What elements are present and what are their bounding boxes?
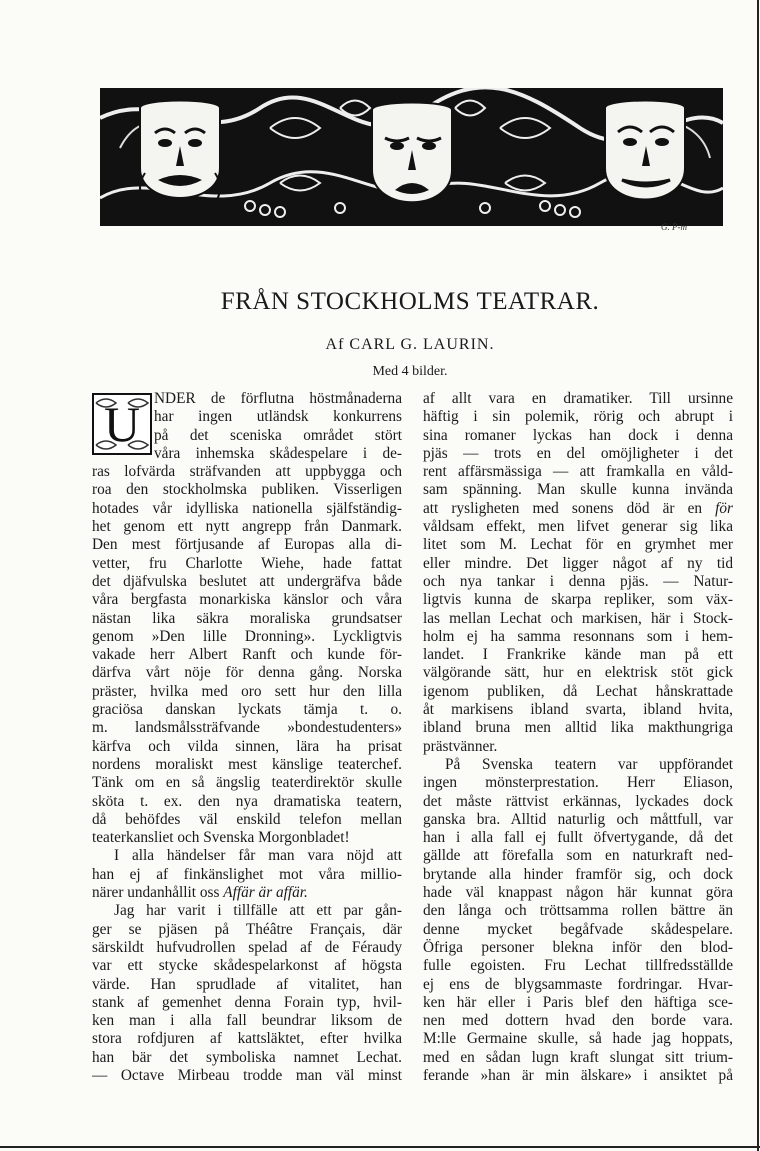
text-line: las mellan Lechat och markisen, här i Stock-	[423, 609, 733, 627]
text-line: nordens moraliskt mest känslige teaterchef.	[92, 755, 402, 773]
text-line	[423, 500, 733, 518]
article-author: Af CARL G. LAURIN.	[325, 336, 495, 353]
text-line: han bär det symboliska namnet Lechat.	[92, 1048, 402, 1066]
text-line: ken här eller i Paris blef den häftiga sce-	[423, 993, 733, 1011]
illustrator-signature: G. P-m	[661, 222, 687, 232]
text-line: våra inhemska skådespelare i de-	[154, 444, 402, 462]
text-line: M:lle Germaine skulle, så hade jag hoppats,	[423, 1030, 733, 1048]
article-title: FRÅN STOCKHOLMS TEATRAR.	[220, 288, 600, 315]
left-column	[92, 390, 402, 1085]
text-line: graciösa danskan lyckats tämja t. o.	[92, 701, 402, 719]
text-line: präster, hvilka med oro sett hur den lilla	[92, 682, 402, 700]
text-line: nen med dottern hvad den borde vara.	[423, 1012, 733, 1030]
text-line: värde. Han sprudlade af vitalitet, han	[92, 975, 402, 993]
text-line: ras lofvärda sträfvanden att uppbygga och	[92, 463, 402, 481]
page-edge-bottom	[0, 1146, 760, 1148]
text-fragment: att rysligheten med sonens död är en	[423, 499, 703, 517]
masks-banner-illustration	[100, 88, 723, 226]
text-line: sköta t. ex. den nya dramatiska teatern,	[92, 792, 402, 810]
text-line: ej ens de blygsammaste fordringar. Hvar-	[423, 975, 733, 993]
dropcap-letter: U	[103, 396, 141, 452]
text-line: NDER de förflutna höstmånaderna	[154, 390, 402, 407]
text-line: Jag har varit i tillfälle att ett par gån-	[114, 902, 402, 920]
text-line: — Octave Mirbeau trodde man väl minst	[92, 1066, 402, 1084]
text-line: rent affärsmässiga — att framkalla en våld-	[423, 463, 733, 481]
page-edge-right	[757, 0, 759, 1151]
text-line: på det sceniska området stört	[154, 426, 402, 444]
text-line: den långa och tröttsamma rollen bättre än	[423, 902, 733, 920]
text-line: ferande »han är min älskare» i ansiktet på	[423, 1066, 733, 1084]
text-line: ken man i alla fall beundrar liksom de	[92, 1012, 402, 1030]
right-column	[423, 390, 733, 1085]
text-line: han ej af finkänslighet mot våra millio-	[92, 865, 402, 883]
text-line: det djäfvulska beslutet att undergräfva både	[92, 572, 402, 590]
text-line	[92, 884, 402, 902]
text-line: holm ej ha samma resonnans som i hem-	[423, 627, 733, 645]
text-line: särskildt hufvudrollen spelad af de Féraudy	[92, 938, 402, 956]
text-line: har ingen utländsk konkurrens	[154, 408, 402, 426]
text-line: hade väl knappast någon här kunnat göra	[423, 884, 733, 902]
text-line: ligtvis kunna de skarpa repliker, som väx-	[423, 591, 733, 609]
text-line: pjäs — trots en del omöjligheter i det	[423, 444, 733, 462]
text-line: då behöfdes väl enskild telefon mellan	[92, 810, 402, 828]
text-line: våra bergfasta monarkiska känslor och våra	[92, 591, 402, 609]
text-line: välgörande sätt, hur en elektrisk stöt gick	[423, 664, 733, 682]
text-line: sam spänning. Man skulle kunna invända	[423, 481, 733, 499]
emphasis-word: för	[715, 499, 733, 517]
text-line: sina romaner lyckas han dock i denna	[423, 426, 733, 444]
text-line: eller mindre. Det ligger något af ny tid	[423, 554, 733, 572]
text-line: kärfva och vilda sinnen, lära ha prisat	[92, 737, 402, 755]
play-title: Affär är affär.	[223, 884, 308, 902]
text-line: brytande alla hinder framför sig, och dock	[423, 865, 733, 883]
text-line: det måste rättvist erkännas, lyckades dock	[423, 792, 733, 810]
text-line: och nya tankar i denna pjäs. — Natur-	[423, 572, 733, 590]
text-line: Tänk om en så ängslig teaterdirektör skulle	[92, 774, 402, 792]
text-line: ibland bruna men alltid lika makthungriga	[423, 719, 733, 737]
text-line: af allt vara en dramatiker. Till ursinne	[423, 390, 733, 407]
text-line: med en sådan lugn kraft slungat sitt trium-	[423, 1048, 733, 1066]
text-line: teaterkansliet och Svenska Morgonbladet!	[92, 829, 350, 847]
text-line: igenom publiken, då Lechat hånskrattade	[423, 682, 733, 700]
text-line: fulle egoisten. Fru Lechat tillfredsställde	[423, 957, 733, 975]
text-line: våldsam effekt, men lifvet generar sig lika	[423, 518, 733, 536]
text-line: häftig i sin polemik, rörig och abrupt i	[423, 408, 733, 426]
text-line: landet. I Frankrike kände man på ett	[423, 646, 733, 664]
text-line: m. landsmålssträfvande »bondestudenters»	[92, 719, 402, 737]
text-line: hotades vår idylliska nationella själfständig-	[92, 499, 402, 517]
text-line: Öfriga personer blekna inför den blod-	[423, 938, 733, 956]
text-line: vakade herr Albert Ranft och kunde för-	[92, 646, 402, 664]
text-fragment: närer undanhållit oss	[92, 884, 220, 902]
text-line: Den mest förtjusande af Europas alla di-	[92, 536, 402, 554]
text-line: prästvänner.	[423, 737, 498, 755]
text-line: ganska bra. Alltid naturlig och måttfull, var	[423, 810, 733, 828]
text-line: genom »Den lille Dronning». Lyckligtvis	[92, 627, 402, 645]
text-line: stora rofdjuren af kattsläktet, efter hvilka	[92, 1030, 402, 1048]
text-line: gällde att förefalla som en naturkraft ned-	[423, 847, 733, 865]
text-line: I alla händelser får man vara nöjd att	[114, 847, 402, 865]
text-line: vetter, fru Charlotte Wiehe, hade fattat	[92, 554, 402, 572]
text-line: På Svenska teatern var uppförandet	[445, 755, 733, 773]
text-line: därfva vårt nöje för denna gång. Norska	[92, 664, 402, 682]
article-image-count: Med 4 bilder.	[372, 364, 448, 379]
text-line: nästan lika säkra moraliska grundsatser	[92, 609, 402, 627]
text-line: het genom ett nytt angrepp från Danmark.	[92, 518, 402, 536]
text-line: denne mycket begåfvade skådespelare.	[423, 920, 733, 938]
text-line: roa den stockholmska publiken. Visserligen	[92, 481, 402, 499]
masks-banner-drawing	[100, 88, 723, 226]
text-line: åt markisens ibland svarta, ibland hvita,	[423, 701, 733, 719]
text-line: var ett stycke skådespelarkonst af högsta	[92, 957, 402, 975]
text-line: stank af gemenhet denna Forain typ, hvil-	[92, 993, 402, 1011]
text-line: ger se pjäsen på Théâtre Français, där	[92, 920, 402, 938]
text-line: han i alla fall ej fullt öfvertygande, då det	[423, 829, 733, 847]
text-line: ingen mönsterprestation. Herr Eliason,	[423, 774, 733, 792]
text-line: litet som M. Lechat för en grymhet mer	[423, 536, 733, 554]
